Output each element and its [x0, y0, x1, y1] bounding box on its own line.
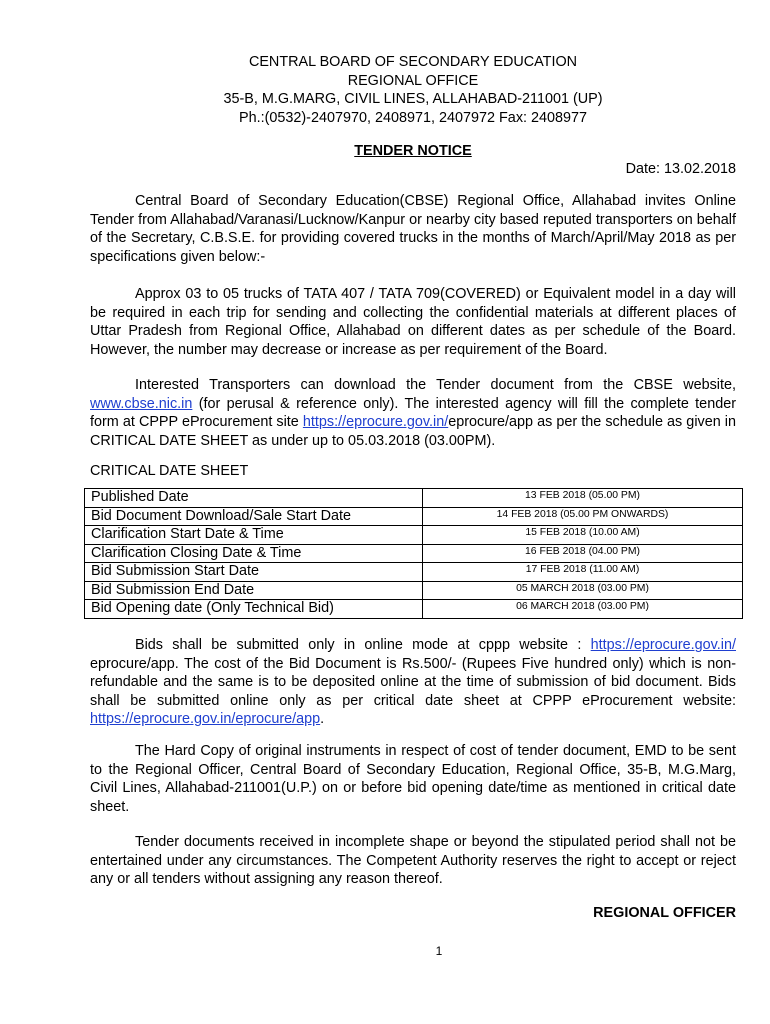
critical-date-label: Bid Submission End Date: [85, 581, 423, 600]
table-row: [85, 489, 743, 508]
paragraph-trucks-text: Approx 03 to 05 trucks of TATA 407 / TATA 709(COVERED) or Equivalent model in a day will be required in each trip for sending and collecting the confidential materials at different places of Uttar Pradesh from Regional Office, Allahabad on different dates as per schedule of the Board. However, the number may decrease or increase as per requirement of the Board.: [90, 286, 736, 358]
paragraph-hard-copy: [90, 742, 736, 816]
table-row: [85, 544, 743, 563]
signature-designation: REGIONAL OFFICER: [593, 905, 736, 921]
table-row: [85, 526, 743, 545]
critical-date-value: 14 FEB 2018 (05.00 PM ONWARDS): [423, 507, 743, 526]
paragraph-intro-text: Central Board of Secondary Education(CBSE) Regional Office, Allahabad invites Online Tender from Allahabad/Varanasi/Lucknow/Kanpur or nearby city based reputed transporters on behalf of the Secretary, C.B.S.E. for providing covered trucks in the months of March/April/May 2018 as per specifications given below:-: [90, 193, 736, 265]
table-row: [85, 563, 743, 582]
paragraph-bids-text-b: eprocure/app. The cost of the Bid Document is Rs.500/- (Rupees Five hundred only) which is non-refundable and the same is to be deposited online at the time of submission of bid document. Bids shall be submitted online only as per critical date sheet at CPPP eProcurement website:: [90, 655, 736, 709]
table-row: [85, 600, 743, 619]
critical-date-label: Bid Submission Start Date: [85, 563, 423, 582]
letterhead-phone: Ph.:(0532)-2407970, 2408971, 2407972 Fax: 2408977: [238, 109, 588, 126]
critical-date-value: 15 FEB 2018 (10.00 AM): [423, 526, 743, 545]
eprocure-app-link[interactable]: https://eprocure.gov.in/eprocure/app: [90, 711, 321, 727]
critical-date-value: 06 MARCH 2018 (03.00 PM): [423, 600, 743, 619]
paragraph-bids: [90, 636, 736, 729]
critical-date-sheet-title: CRITICAL DATE SHEET: [90, 463, 249, 479]
notice-date: Date: 13.02.2018: [625, 161, 736, 177]
paragraph-download: [90, 376, 736, 450]
critical-date-label: Published Date: [85, 489, 423, 508]
paragraph-conditions: [90, 833, 736, 889]
cbse-website-link[interactable]: www.cbse.nic.in: [90, 395, 193, 412]
critical-date-value: 05 MARCH 2018 (03.00 PM): [423, 581, 743, 600]
paragraph-conditions-text: Tender documents received in incomplete shape or beyond the stipulated period shall not be entertained under any circumstances. The Competent Authority reserves the right to accept or reject any or all tenders without assigning any reason thereof.: [90, 834, 736, 887]
critical-date-label: Bid Document Download/Sale Start Date: [85, 507, 423, 526]
critical-date-value: 17 FEB 2018 (11.00 AM): [423, 563, 743, 582]
critical-date-label: Clarification Closing Date & Time: [85, 544, 423, 563]
critical-date-table: [84, 488, 743, 619]
letterhead-office: REGIONAL OFFICE: [347, 72, 479, 89]
eprocure-link[interactable]: https://eprocure.gov.in/: [302, 414, 449, 430]
critical-date-value: 16 FEB 2018 (04.00 PM): [423, 544, 743, 563]
cppp-website-link[interactable]: https://eprocure.gov.in/: [590, 637, 736, 653]
paragraph-download-text-c: eprocure/app as per the schedule as given in CRITICAL DATE SHEET as under up to 05.03.2018 (03.00PM).: [90, 414, 736, 449]
critical-date-label: Bid Opening date (Only Technical Bid): [85, 600, 423, 619]
table-row: [85, 507, 743, 526]
letterhead-org: CENTRAL BOARD OF SECONDARY EDUCATION: [248, 54, 578, 70]
letterhead: [90, 53, 736, 127]
paragraph-bids-text-c: .: [320, 711, 325, 727]
notice-title: TENDER NOTICE: [354, 143, 472, 159]
page-number: 1: [435, 944, 443, 958]
paragraph-hard-copy-text: The Hard Copy of original instruments in respect of cost of tender document, EMD to be sent to the Regional Officer, Central Board of Secondary Education, Regional Office, 35-B, M.G.Marg, Civil Lines, Allahabad-211001(U.P.) on or before bid opening date/time as mentioned in critical date sheet.: [90, 743, 736, 815]
letterhead-address: 35-B, M.G.MARG, CIVIL LINES, ALLAHABAD-211001 (UP): [223, 91, 603, 107]
critical-date-value: 13 FEB 2018 (05.00 PM): [423, 489, 743, 508]
paragraph-download-text-a: Interested Transporters can download the Tender document from the CBSE website,: [135, 377, 736, 393]
paragraph-download-text-b: (for perusal & reference only). The interested agency will fill the complete tender form at CPPP eProcurement site: [90, 395, 736, 430]
paragraph-intro: [90, 192, 736, 266]
paragraph-bids-text-a: Bids shall be submitted only in online mode at cppp website :: [135, 637, 591, 653]
critical-date-label: Clarification Start Date & Time: [85, 526, 423, 545]
paragraph-trucks: [90, 285, 736, 359]
table-row: [85, 581, 743, 600]
